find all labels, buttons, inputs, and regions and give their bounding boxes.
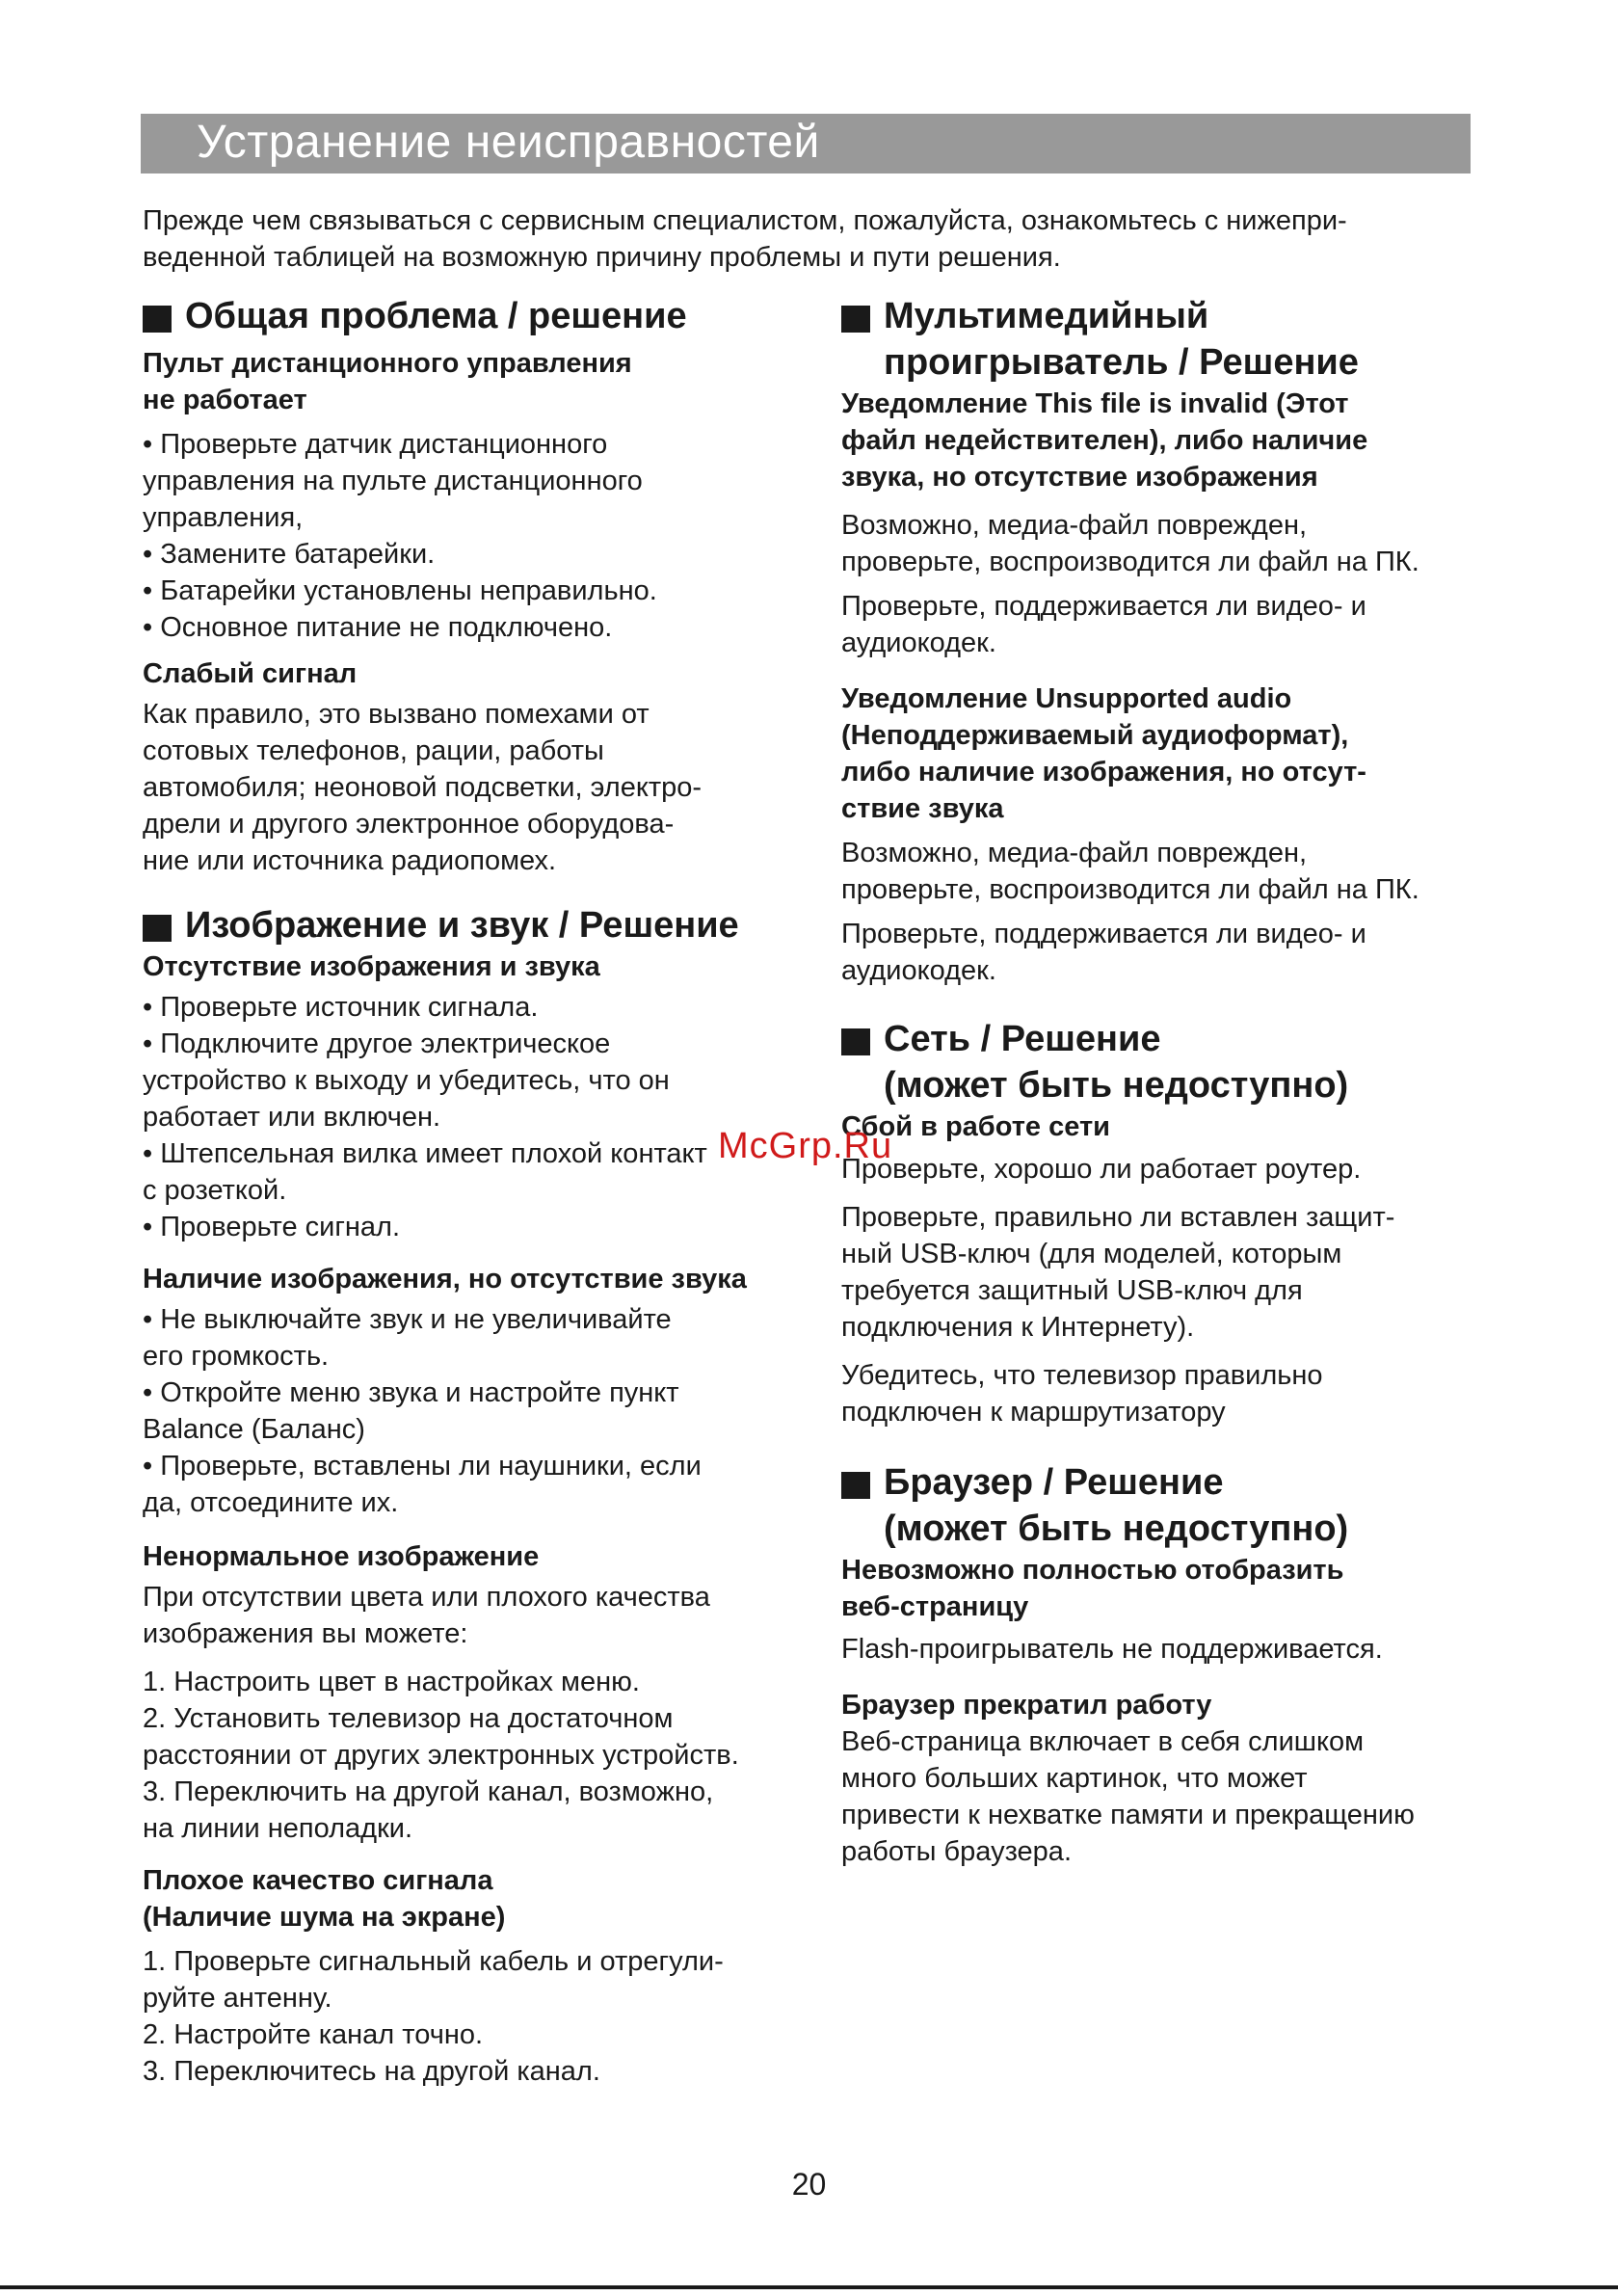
section-heading-line: Мультимедийный: [884, 296, 1209, 336]
page-number: 20: [791, 2167, 827, 2202]
text-line: руйте антенну.: [143, 1983, 332, 2014]
intro-line: Прежде чем связываться с сервисным специалистом, пожалуйста, ознакомьтесь с нижепри-: [143, 205, 1347, 236]
right-column: [841, 293, 1497, 1870]
subheading-line: Уведомление Unsupported audio: [841, 683, 1292, 714]
text-line: да, отсоедините их.: [143, 1487, 399, 1518]
subheading-line: Сбой в работе сети: [841, 1111, 1110, 1142]
text-line: управления на пульте дистанционного: [143, 466, 643, 496]
title-bar: [141, 114, 1471, 174]
text-line: Проверьте, поддерживается ли видео- и: [841, 591, 1366, 622]
page-title: Устранение неисправностей: [197, 117, 820, 168]
text-line: подключен к маршрутизатору: [841, 1397, 1226, 1428]
no-picture-sound-text: [143, 989, 817, 1245]
section-heading-line: Браузер / Решение: [884, 1462, 1224, 1503]
text-line: • Не выключайте звук и не увеличивайте: [143, 1304, 672, 1335]
text-line: проверьте, воспроизводится ли файл на ПК.: [841, 874, 1419, 905]
bullet-square-icon: [143, 306, 172, 333]
text-line: 3. Переключить на другой канал, возможно,: [143, 1776, 714, 1807]
weak-signal-title: [143, 655, 817, 692]
section-heading-line: Сеть / Решение: [884, 1019, 1161, 1059]
text-line: аудиокодек.: [841, 955, 996, 986]
bullet-square-icon: [841, 306, 870, 333]
section-heading-general: [143, 293, 817, 339]
text-line: подключения к Интернету).: [841, 1312, 1195, 1343]
text-line: 1. Настроить цвет в настройках меню.: [143, 1667, 640, 1697]
text-line: 1. Проверьте сигнальный кабель и отрегули-: [143, 1946, 724, 1977]
subheading-line: Слабый сигнал: [143, 658, 358, 689]
poor-signal-title: [143, 1862, 817, 1936]
no-sound-text: [143, 1301, 817, 1521]
text-line: • Подключите другое электрическое: [143, 1028, 611, 1059]
text-line: расстоянии от других электронных устройств.: [143, 1740, 739, 1771]
subheading-line: Плохое качество сигнала: [143, 1865, 493, 1896]
unsupported-audio-text: [841, 916, 1497, 989]
webpage-display-title: [841, 1552, 1497, 1625]
network-failure-text: [841, 1357, 1497, 1430]
text-line: 3. Переключитесь на другой канал.: [143, 2056, 600, 2087]
text-line: 2. Настройте канал точно.: [143, 2019, 484, 2050]
text-line: много больших картинок, что может: [841, 1763, 1308, 1794]
subheading-line: Ненормальное изображение: [143, 1541, 540, 1572]
section-heading-av: [143, 902, 817, 948]
bottom-rule: [0, 2285, 1618, 2289]
section-heading-line: (может быть недоступно): [884, 1508, 1349, 1549]
subheading-line: Отсутствие изображения и звука: [143, 951, 600, 982]
bullet-square-icon: [841, 1028, 870, 1055]
remote-issue-title: [143, 345, 817, 418]
unsupported-audio-text: [841, 835, 1497, 908]
text-line: Как правило, это вызвано помехами от: [143, 699, 650, 730]
webpage-display-text: [841, 1631, 1497, 1668]
text-line: ние или источника радиопомех.: [143, 845, 557, 876]
text-line: • Проверьте сигнал.: [143, 1212, 401, 1242]
invalid-file-text: [841, 507, 1497, 580]
text-line: Убедитесь, что телевизор правильно: [841, 1360, 1323, 1391]
subheading-line: Невозможно полностью отобразить: [841, 1555, 1344, 1586]
text-line: Balance (Баланс): [143, 1414, 365, 1445]
text-line: • Замените батарейки.: [143, 539, 436, 570]
text-line: • Проверьте датчик дистанционного: [143, 429, 608, 460]
invalid-file-text: [841, 588, 1497, 661]
network-failure-text: [841, 1199, 1497, 1346]
intro-paragraph: [143, 202, 1472, 276]
section-heading-network: [841, 1016, 1497, 1108]
subheading-line: либо наличие изображения, но отсут-: [841, 757, 1366, 788]
section-heading-line: Общая проблема / решение: [185, 296, 687, 336]
section-heading-line: Изображение и звук / Решение: [185, 905, 739, 946]
bullet-square-icon: [841, 1472, 870, 1499]
watermark: McGrp.Ru: [718, 1126, 893, 1166]
text-line: ный USB-ключ (для моделей, которым: [841, 1239, 1342, 1269]
subheading-line: (Неподдерживаемый аудиоформат),: [841, 720, 1349, 751]
text-line: • Основное питание не подключено.: [143, 612, 613, 643]
text-line: устройство к выходу и убедитесь, что он: [143, 1065, 670, 1096]
text-line: Возможно, медиа-файл поврежден,: [841, 838, 1308, 868]
text-line: • Штепсельная вилка имеет плохой контакт: [143, 1138, 707, 1169]
bullet-square-icon: [143, 915, 172, 942]
unsupported-audio-title: [841, 681, 1497, 827]
network-failure-title: [841, 1108, 1497, 1145]
text-line: изображения вы можете:: [143, 1618, 468, 1649]
text-line: работает или включен.: [143, 1102, 441, 1133]
invalid-file-title: [841, 386, 1497, 495]
text-line: сотовых телефонов, рации, работы: [143, 735, 604, 766]
text-line: • Откройте меню звука и настройте пункт: [143, 1377, 679, 1408]
no-sound-title: [143, 1261, 817, 1297]
section-heading-line: (может быть недоступно): [884, 1065, 1349, 1106]
subheading-line: ствие звука: [841, 793, 1004, 824]
text-line: • Проверьте, вставлены ли наушники, если: [143, 1451, 702, 1482]
subheading-line: Наличие изображения, но отсутствие звука: [143, 1264, 747, 1295]
text-line: • Батарейки установлены неправильно.: [143, 575, 657, 606]
text-line: проверьте, воспроизводится ли файл на ПК.: [841, 547, 1419, 577]
text-line: с розеткой.: [143, 1175, 287, 1206]
text-line: аудиокодек.: [841, 627, 996, 658]
section-heading-media: [841, 293, 1497, 386]
browser-stopped-title: [841, 1687, 1497, 1723]
section-heading-browser: [841, 1459, 1497, 1552]
intro-line: веденной таблицей на возможную причину проблемы и пути решения.: [143, 242, 1061, 273]
weak-signal-text: [143, 696, 817, 879]
text-line: управления,: [143, 502, 304, 533]
text-line: • Проверьте источник сигнала.: [143, 992, 539, 1023]
subheading-line: Браузер прекратил работу: [841, 1690, 1212, 1721]
poor-signal-text: [143, 1943, 817, 2090]
text-line: привести к нехватке памяти и прекращению: [841, 1800, 1415, 1830]
abnormal-picture-steps: [143, 1664, 817, 1847]
section-heading-line: проигрыватель / Решение: [884, 342, 1359, 383]
browser-stopped-text: [841, 1723, 1497, 1870]
subheading-line: Пульт дистанционного управления: [143, 348, 632, 379]
text-line: Flash-проигрыватель не поддерживается.: [841, 1634, 1383, 1665]
text-line: требуется защитный USB-ключ для: [841, 1275, 1303, 1306]
text-line: на линии неполадки.: [143, 1813, 413, 1844]
text-line: работы браузера.: [841, 1836, 1072, 1867]
text-line: Возможно, медиа-файл поврежден,: [841, 510, 1308, 541]
subheading-line: Уведомление This file is invalid (Этот: [841, 388, 1349, 419]
abnormal-picture-title: [143, 1538, 817, 1575]
subheading-line: веб-страницу: [841, 1591, 1029, 1622]
text-line: дрели и другого электронное оборудова-: [143, 809, 675, 840]
remote-issue-text: [143, 426, 817, 646]
text-line: Проверьте, хорошо ли работает роутер.: [841, 1154, 1362, 1185]
text-line: его громкость.: [143, 1341, 330, 1372]
subheading-line: (Наличие шума на экране): [143, 1902, 506, 1933]
subheading-line: файл недействителен), либо наличие: [841, 425, 1368, 456]
subheading-line: звука, но отсутствие изображения: [841, 462, 1318, 493]
abnormal-picture-text: [143, 1579, 817, 1652]
text-line: Веб-страница включает в себя слишком: [841, 1726, 1365, 1757]
text-line: Проверьте, правильно ли вставлен защит-: [841, 1202, 1395, 1233]
no-picture-sound-title: [143, 948, 817, 985]
text-line: При отсутствии цвета или плохого качества: [143, 1582, 710, 1613]
subheading-line: не работает: [143, 385, 307, 415]
text-line: автомобиля; неоновой подсветки, электро-: [143, 772, 703, 803]
text-line: 2. Установить телевизор на достаточном: [143, 1703, 674, 1734]
network-failure-text: [841, 1151, 1497, 1188]
left-column: [143, 293, 817, 2090]
text-line: Проверьте, поддерживается ли видео- и: [841, 919, 1366, 949]
